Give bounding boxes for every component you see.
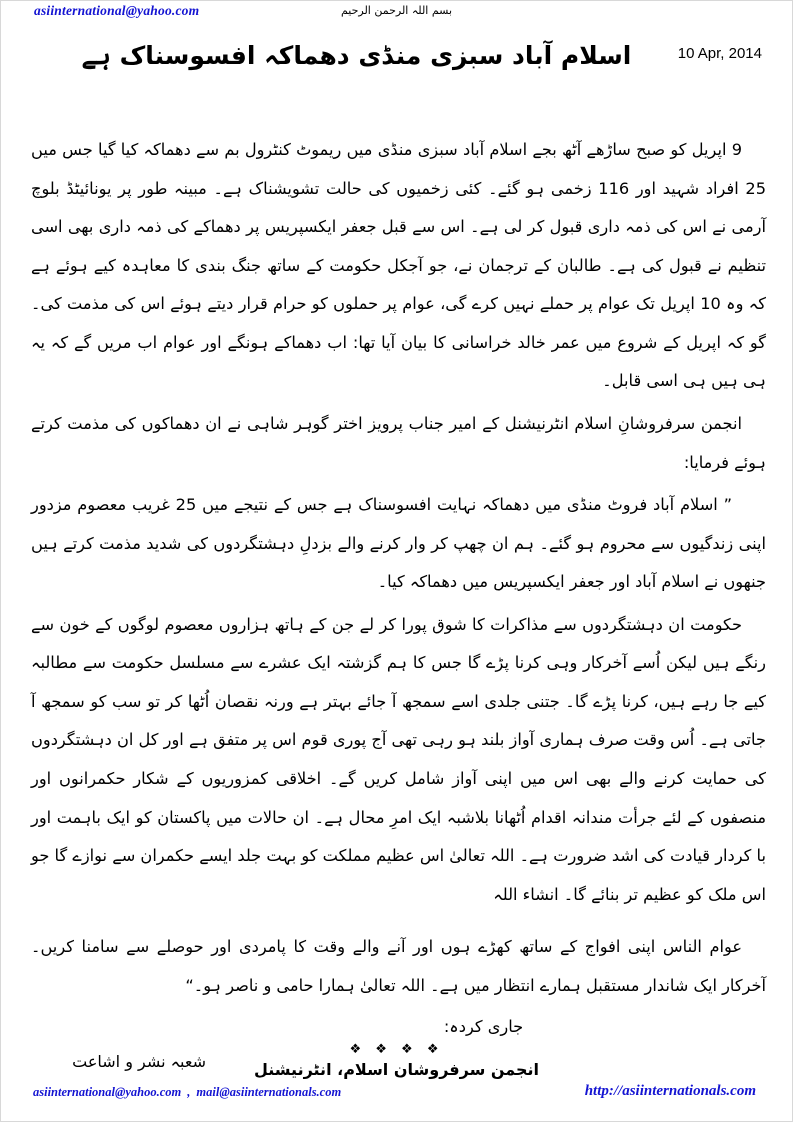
footer-links: [1, 1085, 792, 1107]
paragraph-quote-main: حکومت ان دہشتگردوں سے مذاکرات کا شوق پورا کر لے جن کے ہاتھ ہزاروں معصوم لوگوں کے خون سے رنگے ہیں لیکن اُسے آخرکار وہی کرنا پڑے گا جس کا ہم گزشتہ ایک عشرے سے مسلسل حکومت سے مطالبہ کیے جا رہے ہیں، کرنا پڑے گا۔ جتنی جلدی اسے سمجھ آ جائے بہتر ہے ورنہ نقصان اُٹھا کر تو سب کو سمجھ آ جاتی ہے۔ اُس وقت صرف ہماری آواز بلند ہو رہی تھی آج پوری قوم اس پر متفق ہے اور کل ان دہشتگردوں کی حمایت کرنے والے بھی اس میں اپنی آواز شامل کریں گے۔ اخلاقی کمزوریوں کے شکار حکمرانوں اور منصفوں کے لئے جرأت مندانہ اقدام اُٹھانا بلاشبہ ایک امرِ محال ہے۔ ان حالات میں پاکستان کو ایک باہمت اور با کردار قیادت کی اشد ضرورت ہے۔ اللہ تعالیٰ اس عظیم مملکت کو بہت جلد ایسے حکمران سے نوازے گا جو اس ملک کو عظیم تر بنائے گا۔ انشاء اللہ: [31, 614, 766, 904]
page-footer: [1, 1043, 792, 1107]
paragraph-quote-closing: عوام الناس اپنی افواج کے ساتھ کھڑے ہوں اور آنے والے وقت کا پامردی اور حوصلے سے سامنا کریں۔ آخرکار ایک شاندار مستقبل ہمارے انتظار میں ہے۔ اللہ تعالیٰ ہمارا حامی و ناصر ہو۔“: [31, 937, 766, 995]
footer-email-separator: ,: [187, 1085, 191, 1099]
article-body: [31, 131, 766, 1072]
footer-website-link[interactable]: http://asiinternationals.com: [584, 1083, 756, 1099]
paragraph-quote-opening: ” اسلام آباد فروٹ منڈی میں دھماکہ نہایت افسوسناک ہے جس کے نتیجے میں 25 غریب معصوم مزدور اپنی زندگیوں سے محروم ہو گئے۔ ہم ان چھپ کر وار کرنے والے بزدلِ دہشتگردوں کی شدید مذمت کرتے ہیں جنھوں نے اسلام آباد اور جعفر ایکسپریس میں دھماکہ کیا۔: [31, 495, 766, 592]
organization-name: انجمن سرفروشان اسلام، انٹرنیشنل: [253, 1060, 540, 1079]
document-date: 10 Apr, 2014: [677, 45, 762, 62]
issued-by-label: جاری کردہ:: [443, 1017, 524, 1037]
bismillah-text: بسم اللہ الرحمن الرحیم: [340, 4, 453, 17]
diamond-ornament-icon: ❖ ❖ ❖ ❖: [349, 1041, 444, 1057]
paragraph-intro: 9 اپریل کو صبح ساڑھے آٹھ بجے اسلام آباد سبزی منڈی میں ریموٹ کنٹرول بم سے دھماکہ کیا گیا جس میں 25 افراد شہید اور 116 زخمی ہو گئے۔ کئی زخمیوں کی حالت تشویشناک ہے۔ مبینہ طور پر یونائیٹڈ بلوچ آرمی نے اس کی ذمہ داری قبول کر لی ہے۔ اس سے قبل جعفر ایکسپریس پر دھماکے کی ذمہ داری بھی اسی تنظیم نے قبول کی ہے۔ طالبان کے ترجمان نے، جو آجکل حکومت کے ساتھ جنگ بندی کا معاہدہ کیے ہوئے ہے کہ وہ 10 اپریل تک عوام پر حملے نہیں کرے گی، عوام پر حملوں کو حرام قرار دیتے ہوئے اس کی مذمت کی۔ گو کہ اپریل کے شروع میں عمر خالد خراسانی کا بیان آیا تھا: اب دھماکے ہونگے اور عوام اب مریں گے کہ یہ ہی ہیں ہی اسی قابل۔: [31, 140, 766, 391]
footer-email-primary[interactable]: asiinternational@yahoo.com: [33, 1085, 182, 1099]
paragraph-attribution: انجمن سرفروشانِ اسلام انٹرنیشنل کے امیر جناب پرویز اختر گوہر شاہی نے ان دھماکوں کی مذمت کرتے ہوئے فرمایا:: [31, 413, 766, 472]
page-header: [1, 1, 792, 31]
page-title: اسلام آباد سبزی منڈی دھماکہ افسوسناک ہے: [81, 41, 632, 70]
signature-department: شعبہ نشر و اشاعت: [72, 1052, 206, 1072]
header-email-link[interactable]: asiinternational@yahoo.com: [34, 3, 200, 18]
footer-email-group: [33, 1085, 341, 1100]
title-band: [1, 37, 792, 111]
footer-email-secondary[interactable]: mail@asiinternationals.com: [196, 1085, 342, 1099]
